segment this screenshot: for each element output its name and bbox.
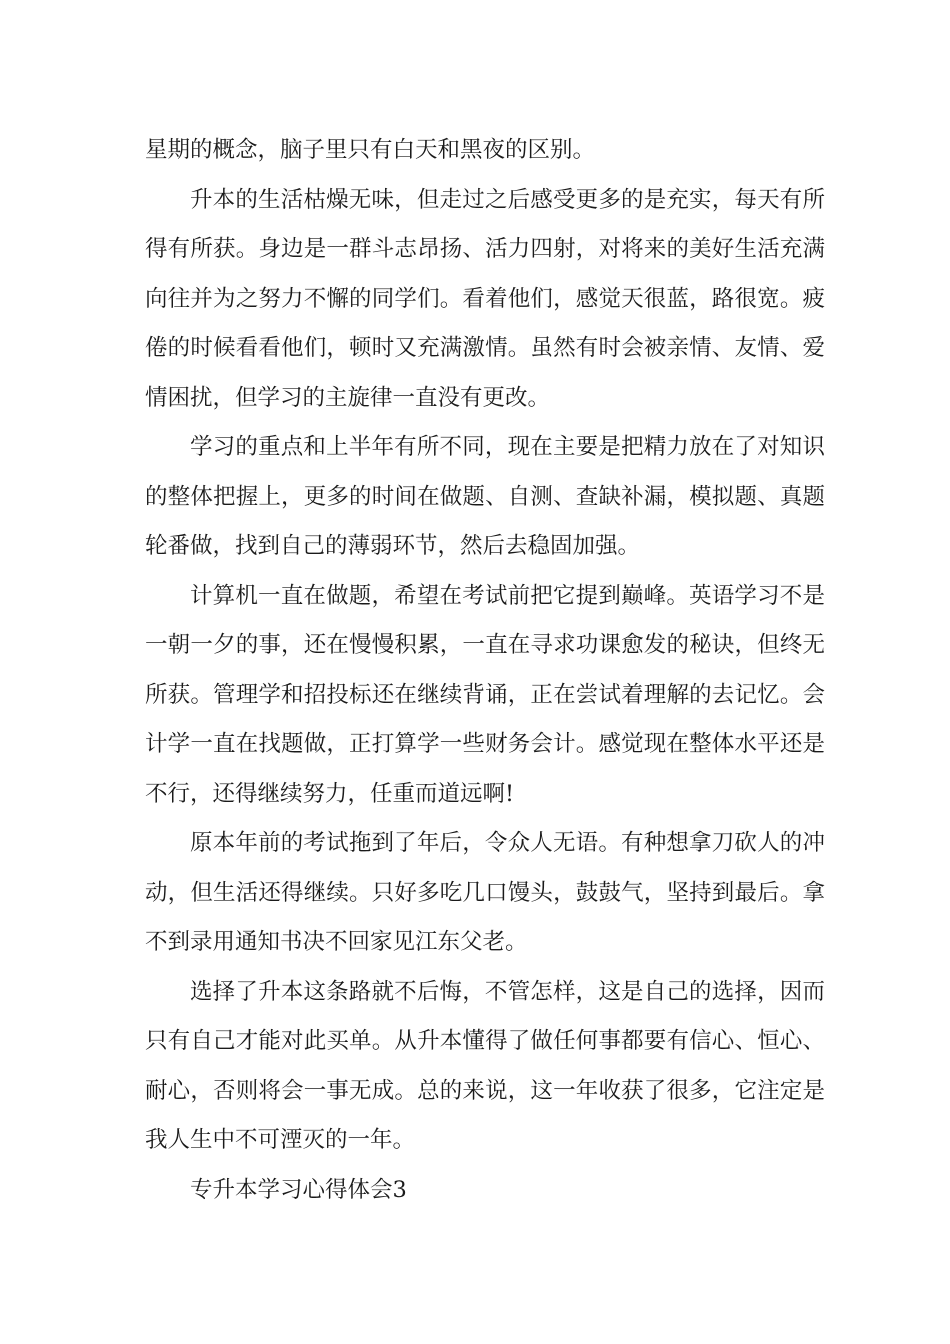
section-heading: 专升本学习心得体会3 bbox=[190, 1176, 407, 1203]
paragraph: 原本年前的考试拖到了年后，令众人无语。有种想拿刀砍人的冲动，但生活还得继续。只好多吃几口馒头，鼓鼓气，坚持到最后。拿不到录用通知书决不回家见江东父老。 bbox=[145, 830, 825, 955]
paragraph: 学习的重点和上半年有所不同，现在主要是把精力放在了对知识的整体把握上，更多的时间在做题、自测、查缺补漏，模拟题、真题轮番做，找到自己的薄弱环节，然后去稳固加强。 bbox=[145, 434, 825, 559]
paragraph: 升本的生活枯燥无味，但走过之后感受更多的是充实，每天有所得有所获。身边是一群斗志昂扬、活力四射，对将来的美好生活充满向往并为之努力不懈的同学们。看着他们，感觉天很蓝，路很宽。疲倦的时候看看他们，顿时又充满激情。虽然有时会被亲情、友情、爱情困扰，但学习的主旋律一直没有更改。 bbox=[145, 186, 825, 411]
document-body bbox=[145, 126, 825, 1215]
paragraph: 选择了升本这条路就不后悔，不管怎样，这是自己的选择，因而只有自己才能对此买单。从升本懂得了做任何事都要有信心、恒心、耐心，否则将会一事无成。总的来说，这一年收获了很多，它注定是我人生中不可湮灭的一年。 bbox=[145, 978, 825, 1153]
paragraph-continuation: 星期的概念，脑子里只有白天和黑夜的区别。 bbox=[145, 137, 596, 163]
paragraph: 计算机一直在做题，希望在考试前把它提到巅峰。英语学习不是一朝一夕的事，还在慢慢积累，一直在寻求功课愈发的秘诀，但终无所获。管理学和招投标还在继续背诵，正在尝试着理解的去记忆。会计学一直在找题做，正打算学一些财务会计。感觉现在整体水平还是不行，还得继续努力，任重而道远啊! bbox=[145, 582, 825, 807]
